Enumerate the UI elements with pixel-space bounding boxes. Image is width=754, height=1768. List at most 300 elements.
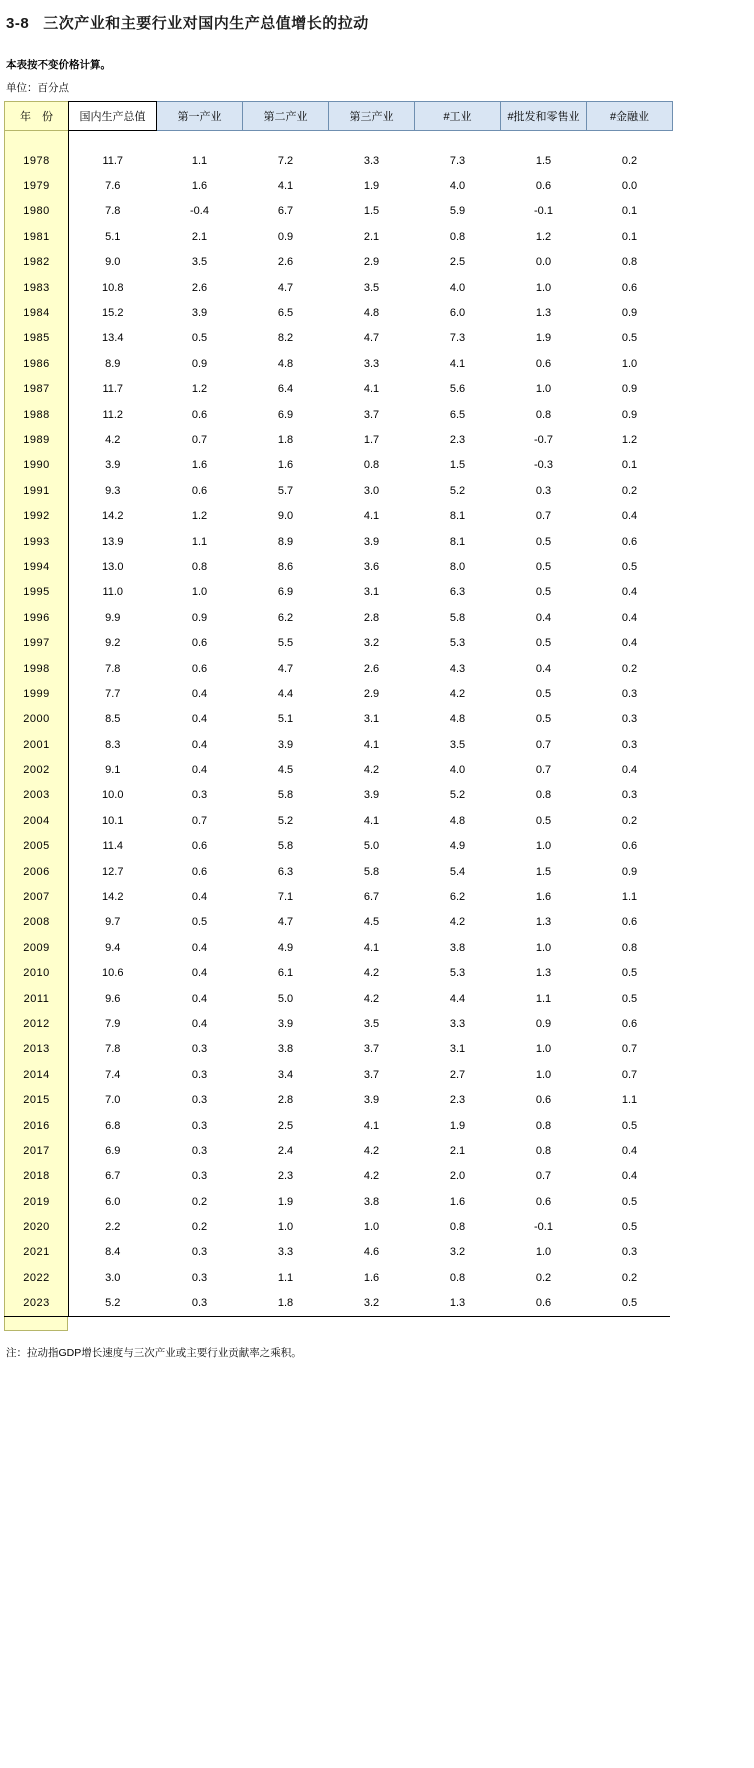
cell-gdp: 11.0: [102, 586, 124, 599]
column-header-gdp: 国内生产总值: [69, 102, 157, 131]
table-row: [5, 1164, 673, 1189]
cell-secondary: 9.0: [277, 510, 294, 523]
cell-primary: 0.3: [191, 1271, 208, 1284]
cell-primary: 0.8: [191, 560, 208, 573]
cell-finance: 0.5: [621, 560, 638, 573]
cell-tertiary: 4.2: [363, 1144, 380, 1157]
table-row: [5, 224, 673, 249]
table-row: [5, 783, 673, 808]
cell-primary: 0.6: [191, 662, 208, 675]
cell-industry: 1.5: [449, 459, 466, 472]
cell-finance: 0.4: [621, 510, 638, 523]
cell-gdp: 9.6: [105, 992, 121, 1005]
row-year: 1984: [5, 300, 69, 325]
cell-industry: 0.8: [449, 1271, 466, 1284]
footnote: 注：拉动指GDP增长速度与三次产业或主要行业贡献率之乘积。: [6, 1346, 302, 1359]
row-year: 1995: [5, 580, 69, 605]
spacer-cell: [157, 131, 243, 149]
cell-gdp: 9.9: [105, 611, 121, 624]
table-row: [5, 453, 673, 478]
year-column-tail: [4, 1317, 68, 1331]
cell-primary: 0.6: [191, 840, 208, 853]
cell-wholesale-retail: 0.3: [535, 484, 552, 497]
table-row: [5, 681, 673, 706]
cell-secondary: 1.9: [277, 1195, 294, 1208]
cell-secondary: 5.2: [277, 814, 294, 827]
cell-secondary: 3.3: [277, 1246, 294, 1259]
cell-finance: 0.3: [621, 789, 638, 802]
cell-finance: 0.6: [621, 916, 638, 929]
cell-industry: 4.0: [449, 764, 466, 777]
table-row: [5, 529, 673, 554]
cell-secondary: 7.2: [277, 154, 294, 167]
row-year: 2019: [5, 1189, 69, 1214]
column-header-primary-industry: 第一产业: [157, 102, 243, 131]
cell-industry: 4.4: [449, 992, 466, 1005]
cell-industry: 2.7: [449, 1068, 466, 1081]
cell-gdp: 6.8: [105, 1119, 121, 1132]
cell-industry: 5.9: [449, 205, 466, 218]
cell-primary: 0.3: [191, 1119, 208, 1132]
cell-wholesale-retail: 0.5: [535, 687, 552, 700]
cell-secondary: 8.6: [277, 560, 294, 573]
cell-industry: 2.5: [449, 256, 466, 269]
row-year: 2006: [5, 859, 69, 884]
cell-wholesale-retail: 0.5: [535, 713, 552, 726]
cell-secondary: 3.4: [277, 1068, 294, 1081]
cell-finance: 0.2: [621, 814, 638, 827]
cell-finance: 0.9: [621, 865, 638, 878]
cell-gdp: 8.5: [105, 713, 121, 726]
table-row: [5, 478, 673, 503]
cell-tertiary: 4.6: [363, 1246, 380, 1259]
page-title: [0, 0, 754, 33]
cell-primary: 0.4: [191, 713, 208, 726]
cell-secondary: 2.3: [277, 1170, 294, 1183]
cell-finance: 0.5: [621, 992, 638, 1005]
cell-primary: 0.7: [191, 433, 208, 446]
cell-primary: 1.6: [191, 459, 208, 472]
cell-gdp: 8.3: [105, 738, 121, 751]
row-year: 1989: [5, 427, 69, 452]
cell-secondary: 4.9: [277, 941, 294, 954]
cell-tertiary: 3.7: [363, 1068, 380, 1081]
cell-primary: 1.2: [191, 383, 208, 396]
cell-primary: 0.4: [191, 764, 208, 777]
table-row: [5, 148, 673, 173]
table-row: [5, 1113, 673, 1138]
row-year: 2018: [5, 1164, 69, 1189]
row-year: 2014: [5, 1062, 69, 1087]
cell-gdp: 7.7: [105, 687, 121, 700]
cell-primary: 0.3: [191, 1144, 208, 1157]
row-year: 2016: [5, 1113, 69, 1138]
table-row: [5, 1240, 673, 1265]
cell-secondary: 4.7: [277, 916, 294, 929]
cell-tertiary: 3.9: [363, 789, 380, 802]
cell-wholesale-retail: 1.0: [535, 941, 552, 954]
cell-industry: 1.3: [449, 1297, 466, 1310]
cell-primary: 0.6: [191, 865, 208, 878]
row-year: 2022: [5, 1265, 69, 1290]
table-row: [5, 402, 673, 427]
table-row: [5, 580, 673, 605]
cell-tertiary: 4.2: [363, 992, 380, 1005]
column-header-year: 年 份: [5, 102, 69, 131]
row-year: 1990: [5, 453, 69, 478]
cell-tertiary: 3.5: [363, 1017, 380, 1030]
cell-secondary: 5.7: [277, 484, 294, 497]
row-year: 1988: [5, 402, 69, 427]
cell-primary: 0.6: [191, 484, 208, 497]
row-year: 2011: [5, 986, 69, 1011]
table-row: [5, 910, 673, 935]
cell-secondary: 6.4: [277, 383, 294, 396]
cell-gdp: 13.0: [102, 560, 124, 573]
cell-industry: 4.0: [449, 281, 466, 294]
cell-gdp: 4.2: [105, 433, 121, 446]
cell-wholesale-retail: 0.5: [535, 637, 552, 650]
spacer-cell: [69, 131, 157, 149]
cell-tertiary: 3.7: [363, 408, 380, 421]
cell-finance: 0.8: [621, 941, 638, 954]
table-row: [5, 503, 673, 528]
cell-wholesale-retail: -0.1: [534, 205, 553, 218]
row-year: 2003: [5, 783, 69, 808]
cell-tertiary: 4.1: [363, 738, 380, 751]
cell-tertiary: 3.6: [363, 560, 380, 573]
cell-gdp: 5.1: [105, 230, 121, 243]
cell-industry: 4.1: [449, 357, 466, 370]
cell-secondary: 3.8: [277, 1043, 294, 1056]
cell-industry: 8.1: [449, 510, 466, 523]
cell-finance: 0.5: [621, 1297, 638, 1310]
row-year: 1987: [5, 377, 69, 402]
row-year: 1994: [5, 554, 69, 579]
spacer-cell: [329, 131, 415, 149]
cell-secondary: 2.6: [277, 256, 294, 269]
cell-industry: 5.8: [449, 611, 466, 624]
cell-tertiary: 2.9: [363, 687, 380, 700]
cell-gdp: 10.0: [102, 789, 124, 802]
table-row: [5, 351, 673, 376]
cell-gdp: 11.4: [102, 840, 124, 853]
cell-tertiary: 1.5: [363, 205, 380, 218]
cell-gdp: 8.9: [105, 357, 121, 370]
cell-finance: 0.8: [621, 256, 638, 269]
cell-finance: 0.1: [621, 230, 638, 243]
column-header-tertiary-industry: 第三产业: [329, 102, 415, 131]
cell-tertiary: 4.1: [363, 1119, 380, 1132]
cell-gdp: 2.2: [105, 1221, 121, 1234]
cell-secondary: 8.2: [277, 332, 294, 345]
cell-tertiary: 4.1: [363, 510, 380, 523]
table-left-vertical-rule: [68, 101, 69, 1316]
cell-primary: 2.1: [191, 230, 208, 243]
cell-gdp: 8.4: [105, 1246, 121, 1259]
table-row: [5, 757, 673, 782]
cell-primary: 0.6: [191, 408, 208, 421]
cell-gdp: 7.0: [105, 1094, 121, 1107]
cell-wholesale-retail: 0.8: [535, 408, 552, 421]
cell-primary: 0.4: [191, 1017, 208, 1030]
cell-tertiary: 4.8: [363, 307, 380, 320]
cell-industry: 2.0: [449, 1170, 466, 1183]
cell-industry: 4.2: [449, 916, 466, 929]
cell-wholesale-retail: 0.4: [535, 611, 552, 624]
cell-tertiary: 4.1: [363, 383, 380, 396]
cell-industry: 6.0: [449, 307, 466, 320]
cell-secondary: 8.9: [277, 535, 294, 548]
cell-primary: 1.1: [191, 154, 208, 167]
cell-gdp: 13.9: [102, 535, 124, 548]
row-year: 2010: [5, 961, 69, 986]
cell-industry: 4.8: [449, 713, 466, 726]
cell-primary: 0.7: [191, 814, 208, 827]
row-year: 1981: [5, 224, 69, 249]
cell-finance: 0.2: [621, 154, 638, 167]
table-row: [5, 986, 673, 1011]
cell-wholesale-retail: 0.8: [535, 1144, 552, 1157]
cell-industry: 4.8: [449, 814, 466, 827]
cell-finance: 0.6: [621, 840, 638, 853]
row-year: 1999: [5, 681, 69, 706]
cell-gdp: 13.4: [102, 332, 124, 345]
cell-tertiary: 3.2: [363, 1297, 380, 1310]
cell-secondary: 4.7: [277, 662, 294, 675]
cell-finance: 1.0: [621, 357, 638, 370]
table-row: [5, 199, 673, 224]
cell-primary: 1.1: [191, 535, 208, 548]
row-year: 1996: [5, 605, 69, 630]
table-row: [5, 300, 673, 325]
cell-secondary: 1.8: [277, 1297, 294, 1310]
cell-wholesale-retail: 1.3: [535, 307, 552, 320]
cell-wholesale-retail: 0.6: [535, 180, 552, 193]
cell-tertiary: 5.0: [363, 840, 380, 853]
cell-gdp: 11.7: [102, 383, 124, 396]
row-year: 2023: [5, 1291, 69, 1316]
title-text: 三次产业和主要行业对国内生产总值增长的拉动: [43, 15, 369, 32]
table-row: [5, 427, 673, 452]
table-row: [5, 1037, 673, 1062]
table-wrapper: [0, 101, 754, 1316]
table-row: [5, 656, 673, 681]
cell-finance: 0.9: [621, 383, 638, 396]
cell-industry: 1.9: [449, 1119, 466, 1132]
cell-industry: 5.4: [449, 865, 466, 878]
cell-finance: 0.0: [621, 180, 638, 193]
cell-finance: 0.2: [621, 1271, 638, 1284]
cell-tertiary: 4.1: [363, 814, 380, 827]
cell-wholesale-retail: 1.5: [535, 154, 552, 167]
row-year: 1979: [5, 173, 69, 198]
cell-tertiary: 3.9: [363, 535, 380, 548]
cell-tertiary: 4.7: [363, 332, 380, 345]
cell-industry: 8.1: [449, 535, 466, 548]
cell-wholesale-retail: 0.4: [535, 662, 552, 675]
cell-gdp: 6.7: [105, 1170, 121, 1183]
cell-wholesale-retail: 1.2: [535, 230, 552, 243]
cell-industry: 4.9: [449, 840, 466, 853]
row-year: 1986: [5, 351, 69, 376]
price-note: 本表按不变价格计算。: [6, 59, 111, 71]
cell-finance: 0.1: [621, 205, 638, 218]
row-year: 2005: [5, 834, 69, 859]
cell-wholesale-retail: 0.6: [535, 357, 552, 370]
cell-secondary: 6.1: [277, 967, 294, 980]
cell-gdp: 14.2: [102, 510, 124, 523]
table-row: [5, 1087, 673, 1112]
cell-gdp: 3.9: [105, 459, 121, 472]
table-row: [5, 884, 673, 909]
row-year: 1997: [5, 630, 69, 655]
cell-gdp: 15.2: [102, 307, 124, 320]
cell-wholesale-retail: 0.5: [535, 586, 552, 599]
cell-gdp: 5.2: [105, 1297, 121, 1310]
cell-tertiary: 2.8: [363, 611, 380, 624]
row-year: 1991: [5, 478, 69, 503]
cell-finance: 0.6: [621, 281, 638, 294]
cell-industry: 2.3: [449, 1094, 466, 1107]
cell-primary: 0.4: [191, 941, 208, 954]
cell-industry: 7.3: [449, 332, 466, 345]
cell-secondary: 6.2: [277, 611, 294, 624]
cell-finance: 1.1: [621, 1094, 638, 1107]
cell-secondary: 1.0: [277, 1221, 294, 1234]
cell-primary: 0.3: [191, 1043, 208, 1056]
cell-tertiary: 3.1: [363, 586, 380, 599]
cell-secondary: 5.8: [277, 789, 294, 802]
cell-gdp: 6.0: [105, 1195, 121, 1208]
cell-tertiary: 5.8: [363, 865, 380, 878]
cell-industry: 6.3: [449, 586, 466, 599]
cell-wholesale-retail: 1.0: [535, 1043, 552, 1056]
cell-industry: 1.6: [449, 1195, 466, 1208]
cell-wholesale-retail: 0.5: [535, 814, 552, 827]
column-header-finance: #金融业: [587, 102, 673, 131]
cell-tertiary: 1.6: [363, 1271, 380, 1284]
cell-secondary: 6.5: [277, 307, 294, 320]
cell-industry: 0.8: [449, 230, 466, 243]
cell-tertiary: 3.0: [363, 484, 380, 497]
table-row: [5, 859, 673, 884]
cell-tertiary: 0.8: [363, 459, 380, 472]
table-row: [5, 275, 673, 300]
cell-secondary: 3.9: [277, 1017, 294, 1030]
table-header-row: [5, 102, 673, 131]
cell-tertiary: 3.3: [363, 357, 380, 370]
spacer-cell: [501, 131, 587, 149]
cell-finance: 0.3: [621, 1246, 638, 1259]
table-row: [5, 834, 673, 859]
cell-wholesale-retail: 0.8: [535, 789, 552, 802]
row-year: 2001: [5, 732, 69, 757]
cell-primary: 3.9: [191, 307, 208, 320]
cell-industry: 5.3: [449, 967, 466, 980]
cell-primary: 0.2: [191, 1221, 208, 1234]
table-row: [5, 935, 673, 960]
cell-finance: 0.6: [621, 535, 638, 548]
cell-gdp: 7.9: [105, 1017, 121, 1030]
cell-primary: 0.3: [191, 1297, 208, 1310]
cell-secondary: 4.1: [277, 180, 294, 193]
cell-secondary: 1.1: [277, 1271, 294, 1284]
row-year: 1983: [5, 275, 69, 300]
cell-gdp: 9.3: [105, 484, 121, 497]
spacer-cell: [243, 131, 329, 149]
cell-tertiary: 2.9: [363, 256, 380, 269]
cell-secondary: 4.7: [277, 281, 294, 294]
row-year: 2008: [5, 910, 69, 935]
cell-industry: 3.5: [449, 738, 466, 751]
row-year: 2015: [5, 1087, 69, 1112]
row-year: 1982: [5, 250, 69, 275]
cell-wholesale-retail: 0.5: [535, 560, 552, 573]
cell-primary: 0.3: [191, 789, 208, 802]
table-spacer-row: [5, 131, 673, 149]
cell-primary: -0.4: [190, 205, 209, 218]
cell-wholesale-retail: 1.5: [535, 865, 552, 878]
cell-tertiary: 2.6: [363, 662, 380, 675]
cell-secondary: 2.4: [277, 1144, 294, 1157]
cell-primary: 0.3: [191, 1068, 208, 1081]
cell-secondary: 5.5: [277, 637, 294, 650]
cell-finance: 0.1: [621, 459, 638, 472]
cell-industry: 7.3: [449, 154, 466, 167]
cell-secondary: 6.7: [277, 205, 294, 218]
table-row: [5, 1062, 673, 1087]
table-row: [5, 605, 673, 630]
cell-wholesale-retail: 0.7: [535, 764, 552, 777]
row-year: 1985: [5, 326, 69, 351]
cell-finance: 0.7: [621, 1043, 638, 1056]
cell-primary: 0.5: [191, 332, 208, 345]
cell-primary: 0.3: [191, 1094, 208, 1107]
cell-gdp: 11.7: [102, 154, 124, 167]
cell-secondary: 5.8: [277, 840, 294, 853]
cell-secondary: 5.1: [277, 713, 294, 726]
cell-wholesale-retail: -0.7: [534, 433, 553, 446]
data-table: [4, 101, 673, 1316]
cell-wholesale-retail: 1.3: [535, 916, 552, 929]
row-year: 1980: [5, 199, 69, 224]
table-row: [5, 554, 673, 579]
cell-wholesale-retail: 0.2: [535, 1271, 552, 1284]
cell-industry: 6.5: [449, 408, 466, 421]
cell-tertiary: 4.5: [363, 916, 380, 929]
cell-finance: 0.5: [621, 332, 638, 345]
cell-industry: 3.3: [449, 1017, 466, 1030]
cell-gdp: 7.8: [105, 1043, 121, 1056]
table-row: [5, 630, 673, 655]
cell-primary: 1.6: [191, 180, 208, 193]
cell-gdp: 9.7: [105, 916, 121, 929]
cell-finance: 0.5: [621, 1195, 638, 1208]
cell-finance: 0.3: [621, 738, 638, 751]
row-year: 1993: [5, 529, 69, 554]
cell-industry: 5.3: [449, 637, 466, 650]
cell-industry: 3.2: [449, 1246, 466, 1259]
cell-finance: 0.4: [621, 586, 638, 599]
cell-wholesale-retail: 1.0: [535, 281, 552, 294]
cell-tertiary: 3.9: [363, 1094, 380, 1107]
cell-industry: 2.1: [449, 1144, 466, 1157]
spacer-year-cell: [5, 131, 69, 149]
cell-primary: 0.4: [191, 891, 208, 904]
cell-gdp: 10.1: [102, 814, 124, 827]
cell-gdp: 7.8: [105, 662, 121, 675]
